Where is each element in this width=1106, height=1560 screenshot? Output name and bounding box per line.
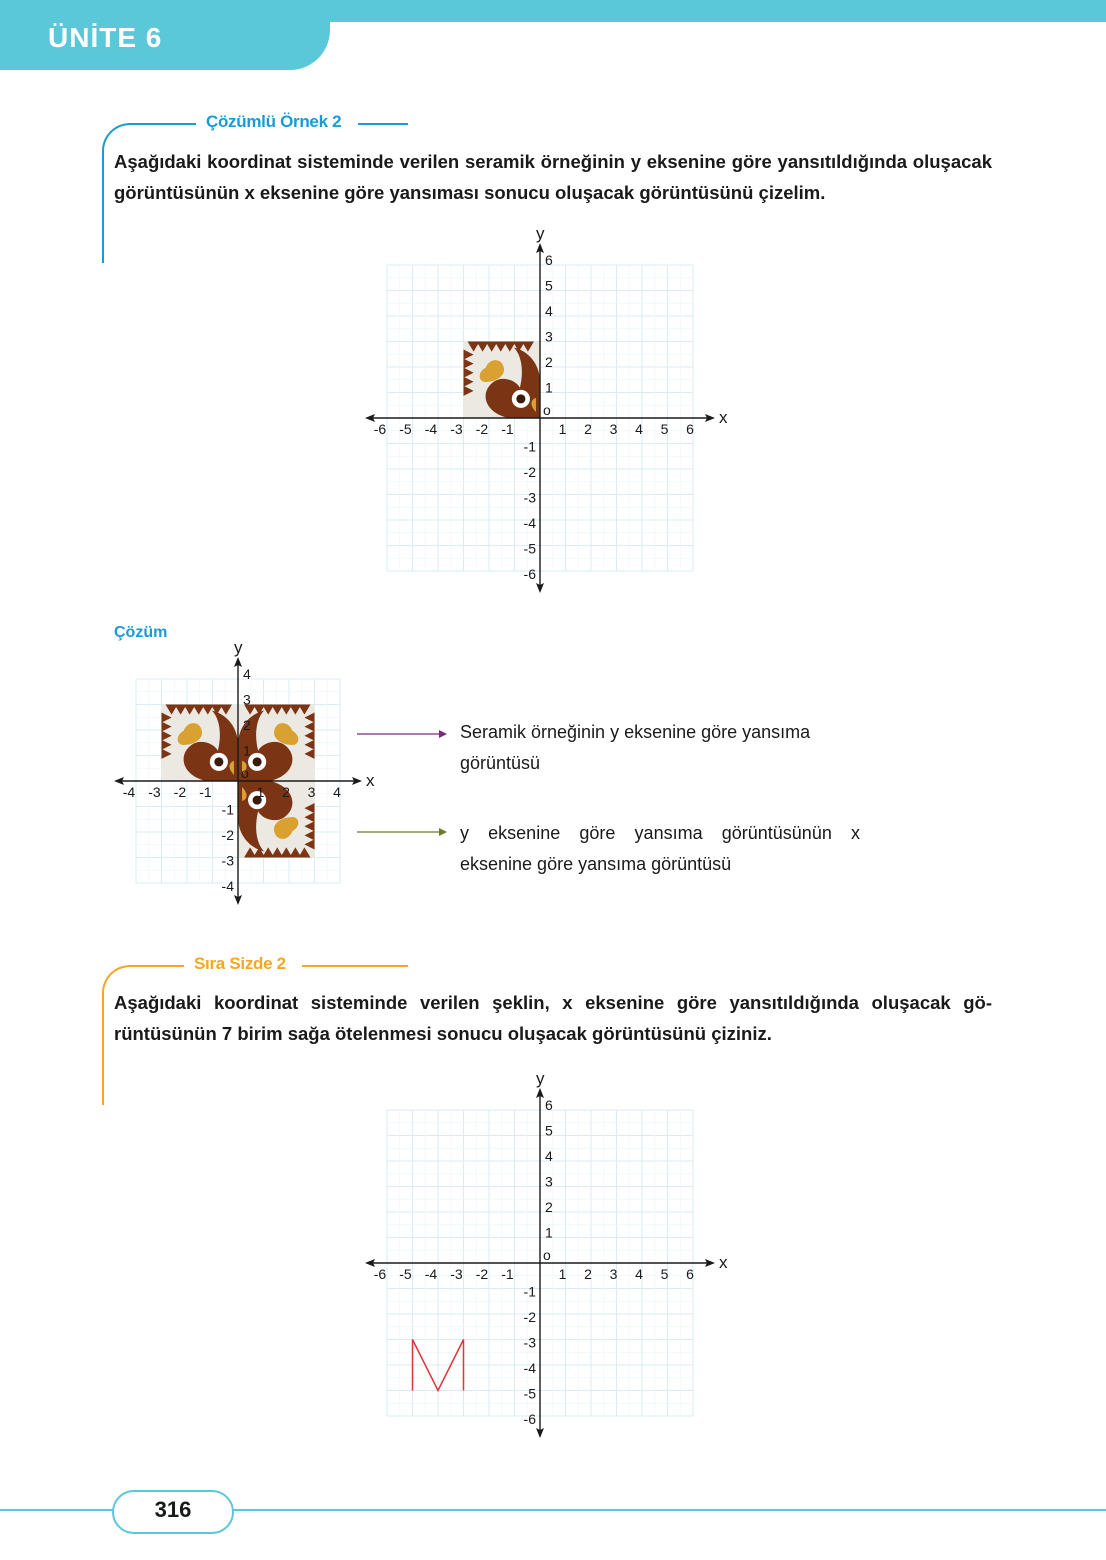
y-tick-label: 3 [545,1173,553,1190]
y-tick-label: 1 [243,742,251,759]
x-tick-label: -2 [475,421,489,437]
example-title-line-right [358,123,408,125]
y-tick-label: -1 [523,438,536,455]
x-tick-label: -6 [373,421,387,437]
ceramic-tile [238,781,315,858]
origin-label: o [543,1247,551,1263]
y-tick-label: 2 [243,717,251,733]
x-tick-label: -4 [424,1266,438,1282]
y-tick-label: 3 [545,328,553,345]
y-tick-label: -2 [523,1309,536,1325]
y-tick-label: 6 [545,252,553,268]
y-tick-label: -3 [221,852,234,869]
y-tick-label: -1 [221,801,234,818]
y-tick-label: 4 [545,303,553,319]
tile-dark-dot [516,394,525,403]
x-tick-label: 3 [307,784,316,800]
x-axis-label: x [366,771,375,790]
y-tick-label: 4 [545,1148,553,1164]
x-tick-label: -3 [148,784,161,800]
example-text: Aşağıdaki koordinat sisteminde verilen seramik örneğinin y eksenine göre yansıtıldığında oluşacak görüntüsünün x eksenine göre yansıması sonucu oluşacak görüntüsünü çizelim. [114,151,992,203]
x-tick-label: -2 [475,1266,489,1282]
x-tick-label: -4 [122,784,136,800]
x-tick-label: 6 [686,1266,694,1282]
y-axis-label: y [234,638,243,657]
x-tick-label: 5 [660,1266,669,1282]
origin-label: o [241,765,249,781]
x-tick-label: 3 [609,421,618,437]
x-tick-label: 3 [609,1266,618,1282]
x-tick-label: -5 [399,421,412,437]
solution-label: Çözüm [114,624,168,641]
y-axis-label: y [536,225,545,243]
x-tick-label: 1 [558,421,567,437]
x-axis-label: x [719,408,728,427]
y-tick-label: -3 [523,489,536,506]
y-tick-label: 1 [545,379,553,396]
x-tick-label: 2 [584,421,592,437]
x-tick-label: -1 [199,784,212,800]
coordinate-graph-example [360,225,740,605]
x-tick-label: 4 [635,421,643,437]
arrow-note-1 [355,726,450,742]
y-tick-label: 3 [243,691,251,708]
y-tick-label: -6 [523,566,536,582]
x-tick-label: -3 [450,421,463,437]
y-tick-label: -2 [523,464,536,480]
tile-dark-dot [253,757,262,766]
x-tick-label: -3 [450,1266,463,1282]
y-tick-label: -4 [523,515,536,531]
x-tick-label: 2 [584,1266,592,1282]
x-tick-label: 4 [635,1266,643,1282]
x-tick-label: -5 [399,1266,412,1282]
y-tick-label: 1 [545,1224,553,1241]
x-tick-label: 2 [282,784,290,800]
y-axis-label: y [536,1070,545,1088]
x-tick-label: -2 [173,784,187,800]
x-tick-label: -1 [501,1266,514,1282]
y-tick-label: 4 [243,666,251,682]
x-tick-label: -6 [373,1266,387,1282]
ceramic-tile [162,705,239,782]
x-axis-label: x [719,1253,728,1272]
exercise-title-line-right [302,965,408,967]
x-tick-label: 5 [660,421,669,437]
y-tick-label: 2 [545,354,553,370]
y-tick-label: 5 [545,1122,553,1139]
y-tick-label: -2 [221,827,234,843]
y-tick-label: -1 [523,1283,536,1300]
note-x-reflection: y eksenine göre yansıma görüntüsünün x eksenine göre yansıma görüntüsü [460,823,860,874]
arrow-note-2 [355,824,450,840]
y-tick-label: -6 [523,1411,536,1427]
y-tick-label: -5 [523,540,536,557]
tile-dark-dot [214,757,223,766]
x-tick-label: 1 [558,1266,567,1282]
page-number: 316 [154,1497,192,1522]
exercise-text: Aşağıdaki koordinat sisteminde verilen şeklin, x eksenine göre yansıtıldığında oluşacak gö-rüntüsünün 7 birim sağa ötelenmesi sonucu oluşacak görüntüsünü çiziniz. [114,992,992,1044]
x-tick-label: 6 [686,421,694,437]
y-tick-label: -4 [523,1360,536,1376]
ceramic-tile [464,342,541,419]
example-title: Çözümlü Örnek 2 [196,112,351,132]
y-tick-label: -5 [523,1385,536,1402]
coordinate-graph-solution [108,636,388,908]
x-tick-label: 4 [333,784,341,800]
unit-title: ÜNİTE 6 [48,22,163,53]
example-title-line-left [130,123,200,125]
exercise-title: Sıra Sizde 2 [184,954,296,974]
y-tick-label: 5 [545,277,553,294]
y-tick-label: 2 [545,1199,553,1215]
y-tick-label: -4 [221,878,234,894]
coordinate-graph-exercise [360,1070,740,1450]
y-tick-label: -3 [523,1334,536,1351]
y-tick-label: 6 [545,1097,553,1113]
x-tick-label: -4 [424,421,438,437]
x-tick-label: -1 [501,421,514,437]
origin-label: o [543,402,551,418]
exercise-title-line-left [130,965,188,967]
x-tick-label: 1 [256,784,265,800]
note-y-reflection: Seramik örneğinin y eksenine göre yansıma görüntüsü [460,722,811,773]
